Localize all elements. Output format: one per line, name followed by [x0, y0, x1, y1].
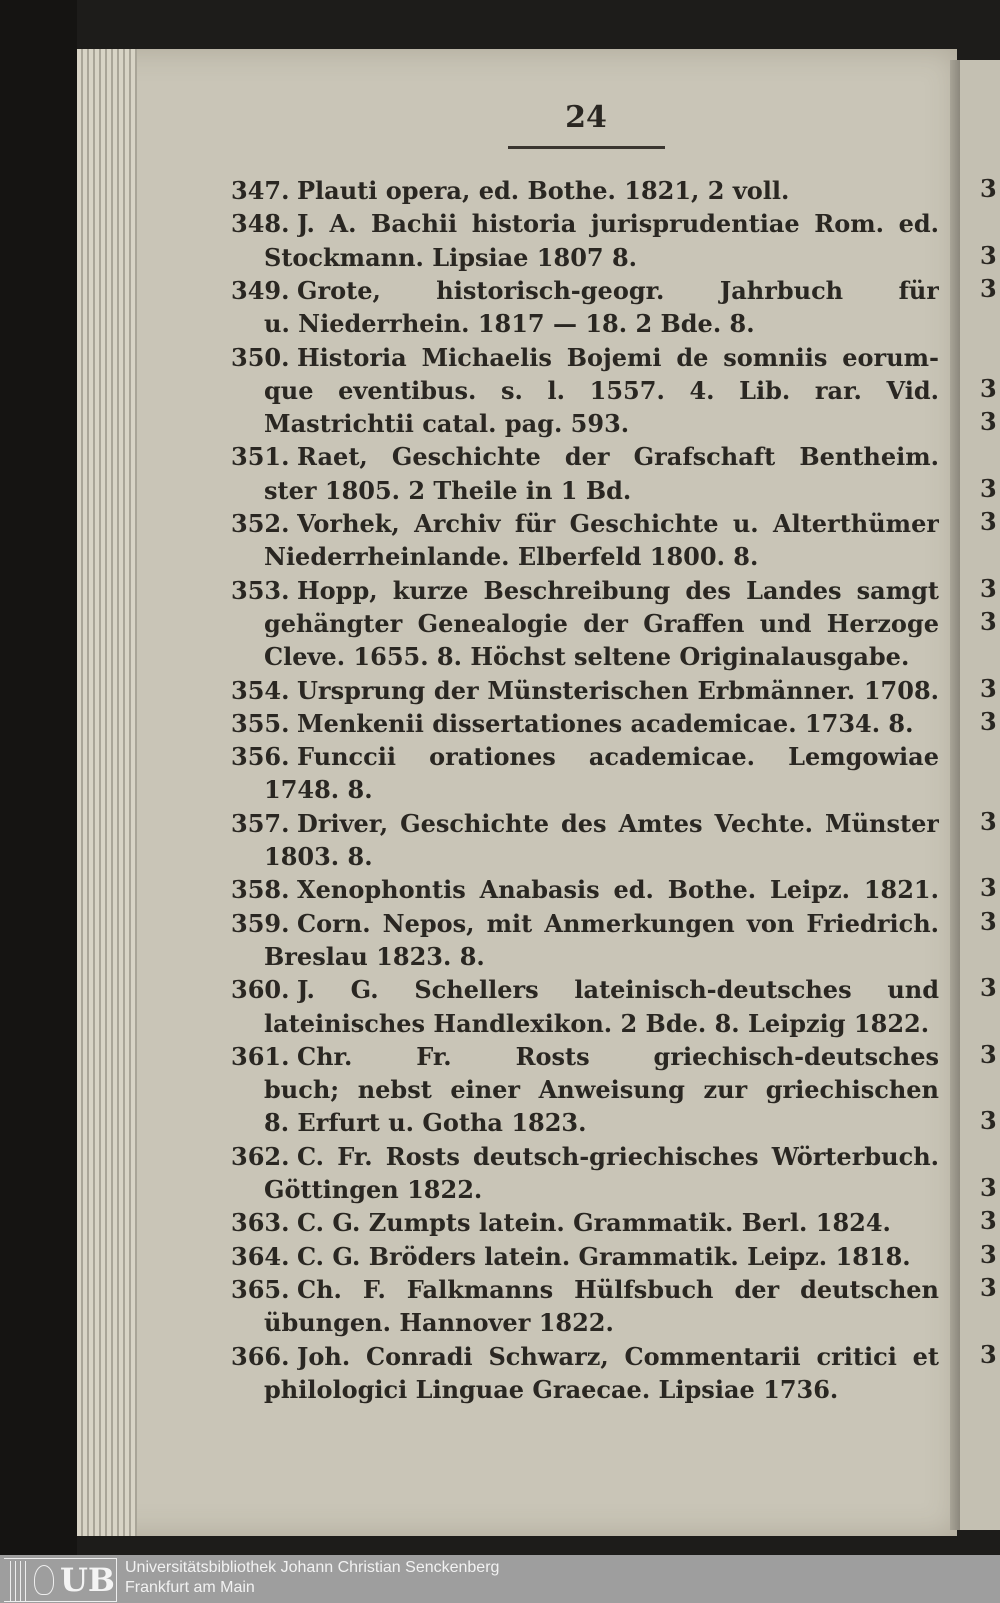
library-city: Frankfurt am Main: [125, 1579, 255, 1596]
entry-number: 348.: [231, 209, 290, 239]
entry-number: 355.: [231, 708, 290, 738]
library-footer: [0, 1555, 1000, 1603]
catalog-entry: [231, 674, 939, 708]
catalog-entry: [231, 907, 939, 941]
entry-text: 1748. 8.: [264, 775, 373, 805]
page-gutter: [950, 60, 960, 1530]
entry-text: Corn. Nepos, mit Anmerkungen von Friedrich.: [297, 908, 939, 938]
entry-text: ster 1805. 2 Theile in 1 Bd.: [264, 475, 632, 505]
entry-text: Breslau 1823. 8.: [264, 941, 485, 971]
entry-number: 358.: [231, 875, 290, 905]
catalog-entry: [231, 807, 939, 841]
catalog-entry-continuation: [264, 1373, 939, 1407]
entry-text: Plauti opera, ed. Bothe. 1821, 2 voll.: [297, 176, 790, 205]
next-page-fragment: 3: [980, 240, 997, 270]
entry-text: Ursprung der Münsterischen Erbmänner. 1708.: [297, 675, 939, 705]
catalog-entry-continuation: [264, 474, 939, 508]
catalog-entry-continuation: [264, 840, 939, 874]
catalog-entry-continuation: [264, 773, 939, 807]
entry-number: 349.: [231, 275, 290, 305]
next-page-fragment: 3: [980, 1206, 997, 1236]
catalog-entry-continuation: [264, 307, 939, 341]
catalog-entry: [231, 740, 939, 774]
catalog-entry-continuation: [264, 640, 939, 674]
entry-number: 359.: [231, 908, 290, 938]
entry-text: philologici Linguae Graecae. Lipsiae 1736.: [264, 1374, 839, 1404]
logo-bars-icon: [10, 1561, 30, 1601]
catalog-entry: [231, 341, 939, 375]
page-number: 24: [565, 100, 607, 135]
entry-text: Stockmann. Lipsiae 1807 8.: [264, 242, 638, 272]
catalog-entry-continuation: [264, 1306, 939, 1340]
catalog-entry: [231, 207, 939, 241]
next-page-fragment: 3: [980, 407, 997, 437]
catalog-entry: [231, 1140, 939, 1174]
next-page-fragment: 3: [980, 1272, 997, 1302]
catalog-entry-continuation: [264, 1106, 939, 1140]
next-page-fragment: 3: [980, 373, 997, 403]
entry-text: Joh. Conradi Schwarz, Commentarii critici et: [297, 1341, 939, 1371]
entry-text: Grote, historisch-geogr. Jahrbuch für: [297, 275, 939, 305]
entry-number: 356.: [231, 742, 290, 772]
entry-text: Hopp, kurze Beschreibung des Landes samgt: [297, 575, 939, 605]
catalog-entry-continuation: [264, 407, 939, 441]
entry-text: Cleve. 1655. 8. Höchst seltene Originalausgabe.: [264, 642, 910, 672]
entry-number: 361.: [231, 1041, 290, 1071]
entry-text: 1803. 8.: [264, 842, 373, 871]
entry-text: Raet, Geschichte der Grafschaft Bentheim.: [297, 442, 939, 472]
next-page-fragment: 3: [980, 806, 997, 836]
catalog-entry: [231, 274, 939, 308]
catalog-entry: [231, 174, 939, 208]
entry-text: que eventibus. s. l. 1557. 4. Lib. rar. Vid.: [264, 375, 939, 405]
entry-number: 360.: [231, 975, 290, 1005]
entry-text: buch; nebst einer Anweisung zur griechischen: [264, 1075, 939, 1105]
entry-text: Mastrichtii catal. pag. 593.: [264, 409, 630, 439]
library-name: Universitätsbibliothek Johann Christian Senckenberg: [125, 1559, 500, 1576]
entry-number: 357.: [231, 808, 290, 838]
entry-text: C. G. Zumpts latein. Grammatik. Berl. 1824.: [297, 1208, 891, 1238]
catalog-entry-continuation: [264, 241, 939, 275]
logo-text: UB: [60, 1561, 115, 1599]
entry-text: lateinisches Handlexikon. 2 Bde. 8. Leipzig 1822.: [264, 1008, 930, 1038]
catalog-entry: [231, 1206, 939, 1240]
catalog-entry: [231, 1340, 939, 1374]
scan-background: [0, 0, 77, 1555]
next-page-fragment: 3: [980, 1106, 997, 1136]
entry-number: 365.: [231, 1274, 290, 1304]
entry-text: Göttingen 1822.: [264, 1175, 483, 1204]
entry-text: J. A. Bachii historia jurisprudentiae Rom. ed.: [297, 209, 939, 239]
entry-number: 363.: [231, 1208, 290, 1238]
catalog-entry-continuation: [264, 940, 939, 974]
catalog-entry: [231, 440, 939, 474]
catalog-entry-continuation: [264, 540, 939, 574]
catalog-entry-continuation: [264, 607, 939, 641]
entry-number: 364.: [231, 1241, 290, 1271]
catalog-entry: [231, 873, 939, 907]
entry-text: Xenophontis Anabasis ed. Bothe. Leipz. 1821.: [297, 875, 939, 905]
entry-number: 350.: [231, 342, 290, 372]
next-page-fragment: 3: [980, 573, 997, 603]
page-edges: [77, 49, 137, 1536]
catalog-entry: [231, 1240, 939, 1274]
catalog-entry-continuation: [264, 374, 939, 408]
entry-text: J. G. Schellers lateinisch-deutsches und: [297, 975, 939, 1005]
next-page-fragment: 3: [980, 1339, 997, 1369]
library-logo: [4, 1558, 117, 1602]
entry-text: Vorhek, Archiv für Geschichte u. Alterthümer: [297, 509, 939, 538]
entry-text: Niederrheinlande. Elberfeld 1800. 8.: [264, 542, 759, 572]
entry-number: 352.: [231, 509, 290, 538]
next-page-fragment: 3: [980, 873, 997, 903]
catalog-entry: [231, 1040, 939, 1074]
next-page-fragment: 3: [980, 1239, 997, 1269]
entry-text: Menkenii dissertationes academicae. 1734. 8.: [297, 708, 914, 738]
next-page-fragment: 3: [980, 673, 997, 703]
entry-number: 362.: [231, 1141, 290, 1171]
next-page-fragment: 3: [980, 273, 997, 303]
entry-text: Chr. Fr. Rosts griechisch-deutsches: [297, 1041, 939, 1071]
entry-text: Driver, Geschichte des Amtes Vechte. Münster: [297, 808, 939, 838]
next-page-fragment: 3: [980, 706, 997, 736]
entry-text: Ch. F. Falkmanns Hülfsbuch der deutschen: [297, 1274, 939, 1304]
entry-number: 366.: [231, 1341, 290, 1371]
catalog-entry: [231, 507, 939, 541]
next-page-fragment: 3: [980, 473, 997, 503]
entry-text: u. Niederrhein. 1817 — 18. 2 Bde. 8.: [264, 309, 755, 339]
header-rule: [508, 146, 665, 149]
next-page-fragment: 3: [980, 606, 997, 636]
catalog-entry-continuation: [264, 1073, 939, 1107]
next-page-fragment: 3: [980, 1173, 997, 1202]
entry-text: gehängter Genealogie der Graffen und Herzoge: [264, 608, 939, 638]
catalog-entry: [231, 973, 939, 1007]
next-page-fragment: 3: [980, 973, 997, 1003]
next-page-fragment: 3: [980, 906, 997, 936]
entry-text: Historia Michaelis Bojemi de somniis eorum-: [297, 342, 939, 372]
next-page-fragment: 3: [980, 1039, 997, 1069]
entry-text: übungen. Hannover 1822.: [264, 1308, 614, 1338]
catalog-entry: [231, 574, 939, 608]
catalog-entry-continuation: [264, 1007, 939, 1041]
entry-text: 8. Erfurt u. Gotha 1823.: [264, 1108, 587, 1138]
next-page-fragment: 3: [980, 174, 997, 203]
next-page-fragment: 3: [980, 507, 997, 536]
entry-number: 351.: [231, 442, 290, 472]
catalog-entry: [231, 1273, 939, 1307]
logo-portrait-icon: [34, 1565, 54, 1595]
entry-text: Funccii orationes academicae. Lemgowiae: [297, 742, 939, 772]
catalog-entry: [231, 707, 939, 741]
entry-text: C. Fr. Rosts deutsch-griechisches Wörterbuch.: [297, 1141, 939, 1171]
entry-number: 354.: [231, 675, 290, 705]
catalog-entry-continuation: [264, 1173, 939, 1207]
entry-number: 347.: [231, 176, 290, 205]
entry-number: 353.: [231, 575, 290, 605]
entry-text: C. G. Bröders latein. Grammatik. Leipz. 1818.: [297, 1241, 911, 1271]
